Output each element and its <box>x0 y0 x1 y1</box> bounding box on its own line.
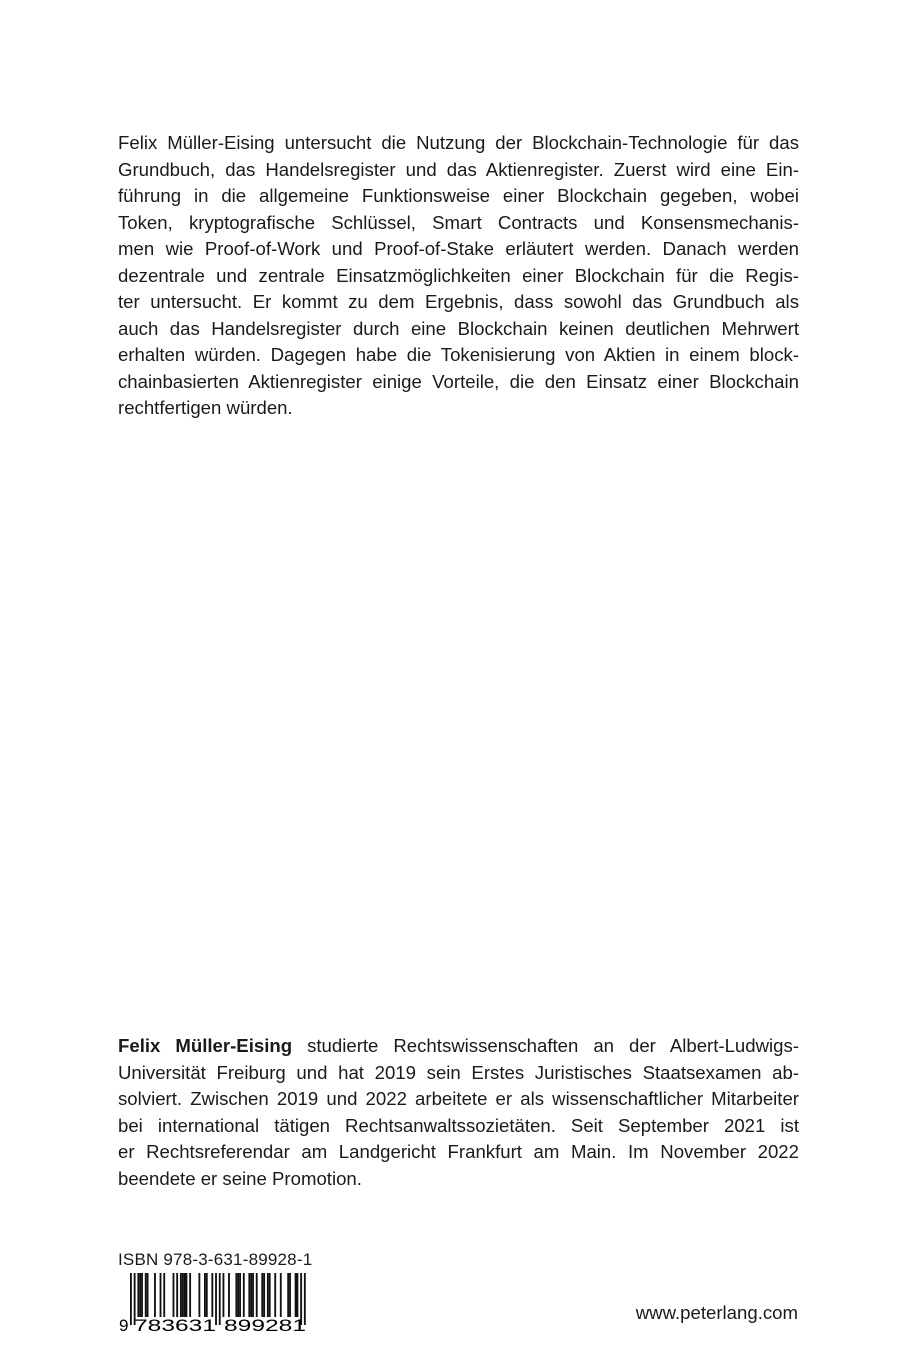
barcode-bar <box>163 1273 165 1317</box>
barcode-bar <box>186 1273 188 1317</box>
barcode-bar <box>141 1273 143 1317</box>
bio-line: bei international tätigen Rechtsanwaltssozietäten. Seit September 2021 ist <box>118 1114 799 1136</box>
abstract-line: Felix Müller-Eising untersucht die Nutzung der Blockchain-Technologie für das <box>118 132 799 153</box>
barcode-bar <box>267 1273 269 1317</box>
barcode-bar <box>180 1273 182 1317</box>
barcode-bar <box>189 1273 191 1317</box>
barcode-bar <box>137 1273 139 1317</box>
bio-line: Universität Freiburg und hat 2019 sein Erstes Juristisches Staatsexamen ab- <box>118 1061 799 1083</box>
isbn-barcode <box>118 1273 318 1333</box>
abstract-line: chainbasierten Aktienregister einige Vorteile, die den Einsatz einer Blockchain <box>118 370 799 392</box>
barcode-bar <box>237 1273 239 1317</box>
barcode-bar <box>147 1273 149 1317</box>
barcode-bar <box>173 1273 175 1317</box>
abstract-line: rechtfertigen würden. <box>118 397 293 418</box>
barcode-bar <box>198 1273 200 1317</box>
abstract-line: führung in die allgemeine Funktionsweise einer Blockchain gegeben, wobei <box>118 185 799 206</box>
isbn-label: ISBN 978-3-631-89928-1 <box>118 1250 313 1269</box>
barcode-bar <box>263 1273 265 1317</box>
author-name: Felix Müller-Eising <box>118 1035 293 1056</box>
bio-line: solviert. Zwischen 2019 und 2022 arbeitete er als wissenschaftlicher Mitarbeiter <box>118 1088 799 1109</box>
barcode-bar <box>182 1273 184 1317</box>
barcode-bar <box>250 1273 252 1317</box>
bio-line: er Rechtsreferendar am Landgericht Frankfurt am Main. Im November 2022 <box>118 1141 799 1162</box>
barcode-bar <box>206 1273 208 1317</box>
barcode-bar <box>261 1273 263 1317</box>
book-abstract <box>118 130 799 422</box>
barcode-bar <box>269 1273 271 1317</box>
abstract-line: Grundbuch, das Handelsregister und das Aktienregister. Zuerst wird eine Ein- <box>118 158 799 180</box>
barcode-bar <box>235 1273 237 1317</box>
barcode-right-digits: 899281 <box>224 1316 306 1333</box>
barcode-bar <box>160 1273 162 1317</box>
barcode-bar <box>176 1273 178 1317</box>
barcode-bar <box>248 1273 250 1317</box>
bio-first-line-rest: studierte Rechtswissenschaften an der Albert-Ludwigs- <box>292 1035 799 1056</box>
abstract-line: ter untersucht. Er kommt zu dem Ergebnis, dass sowohl das Grundbuch als <box>118 291 799 312</box>
barcode-bar <box>211 1273 213 1317</box>
barcode-bar <box>139 1273 141 1317</box>
barcode-bar <box>256 1273 258 1317</box>
barcode-bar <box>219 1273 221 1325</box>
isbn-block <box>118 1250 328 1333</box>
bio-line: beendete er seine Promotion. <box>118 1167 362 1189</box>
barcode-bar <box>184 1273 186 1317</box>
barcode-bar <box>223 1273 225 1317</box>
barcode-bar <box>228 1273 230 1317</box>
barcode-bar <box>252 1273 254 1317</box>
barcode-bar <box>130 1273 132 1325</box>
abstract-line: dezentrale und zentrale Einsatzmöglichkeiten einer Blockchain für die Regis- <box>118 264 799 286</box>
barcode-bar <box>297 1273 299 1317</box>
barcode-bar <box>243 1273 245 1317</box>
barcode-bar <box>280 1273 282 1317</box>
publisher-website: www.peterlang.com <box>635 1302 798 1323</box>
barcode-bar <box>295 1273 297 1317</box>
barcode-bar <box>154 1273 156 1317</box>
barcode-left-digits: 783631 <box>134 1316 216 1333</box>
barcode-bar <box>289 1273 291 1317</box>
abstract-line: erhalten würden. Dagegen habe die Tokenisierung von Aktien in einem block- <box>118 344 799 365</box>
barcode-bar <box>274 1273 276 1317</box>
bio-first-line <box>118 1033 799 1060</box>
barcode-bar <box>287 1273 289 1317</box>
abstract-line: Token, kryptografische Schlüssel, Smart Contracts und Konsensmechanis- <box>118 211 799 233</box>
barcode-bar <box>204 1273 206 1317</box>
barcode-bar <box>145 1273 147 1317</box>
barcode-lead-digit: 9 <box>119 1316 129 1333</box>
author-bio <box>118 1033 799 1192</box>
barcode-bar <box>239 1273 241 1317</box>
abstract-line: auch das Handelsregister durch eine Blockchain keinen deutlichen Mehrwert <box>118 317 799 339</box>
abstract-line: men wie Proof-of-Work und Proof-of-Stake erläutert werden. Danach werden <box>118 238 799 259</box>
